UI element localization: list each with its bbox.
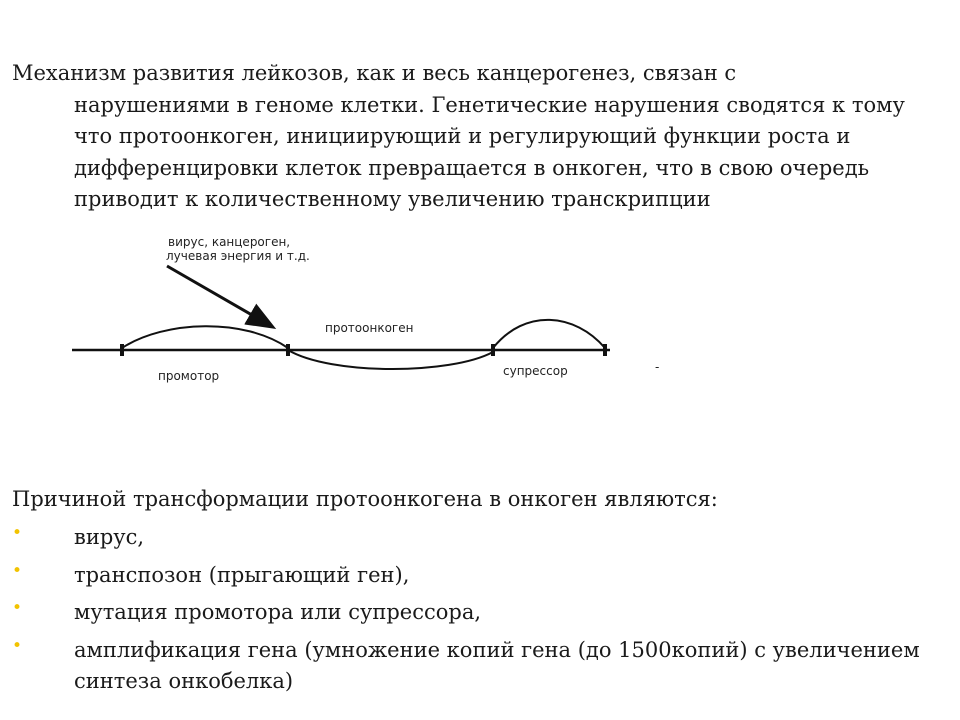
agent-label-line2: лучевая энергия и т.д. [166, 249, 310, 263]
suppressor-label: супрессор [503, 364, 568, 378]
list-item-text: мутация промотора или супрессора, [74, 600, 482, 624]
bullet-icon: • [12, 635, 23, 656]
diagram-mark: - [655, 360, 660, 374]
bullet-icon: • [12, 523, 23, 543]
promoter-label: промотор [158, 369, 220, 383]
promoter-arc [122, 326, 288, 348]
bullet-icon: • [12, 598, 23, 618]
list-item [12, 522, 942, 554]
intro-paragraph [12, 58, 947, 216]
intro-first-line: Механизм развития лейкозов, как и весь канцерогенез, связан с [12, 61, 737, 85]
agent-arrow [167, 266, 271, 326]
intro-continuation: нарушениями в геноме клетки. Генетические нарушения сводятся к тому что протоонкоген, инициирующий и регулирующий функции роста и дифференцировки клеток превращается в онкоген, что в свою очередь приводит к количественному увеличению транскрипции [74, 92, 905, 211]
causes-heading: Причиной трансформации протоонкогена в онкоген являются: [12, 487, 718, 511]
agent-label-line1: вирус, канцероген, [168, 235, 291, 249]
list-item-text: транспозон (прыгающий ген), [74, 562, 410, 587]
list-item-text: вирус, [74, 525, 145, 549]
protooncogene-arc [288, 350, 493, 369]
gene-diagram [60, 228, 680, 398]
list-item-text: амплификация гена (умножение копий гена (до 1500копий) с увеличением синтеза онкобелка) [74, 637, 920, 693]
causes-list [12, 522, 942, 704]
suppressor-arc [493, 320, 605, 348]
list-item [12, 635, 942, 698]
list-item [12, 597, 942, 629]
bullet-icon: • [12, 560, 23, 581]
list-item [12, 560, 942, 592]
protooncogene-label: протоонкоген [325, 321, 414, 335]
